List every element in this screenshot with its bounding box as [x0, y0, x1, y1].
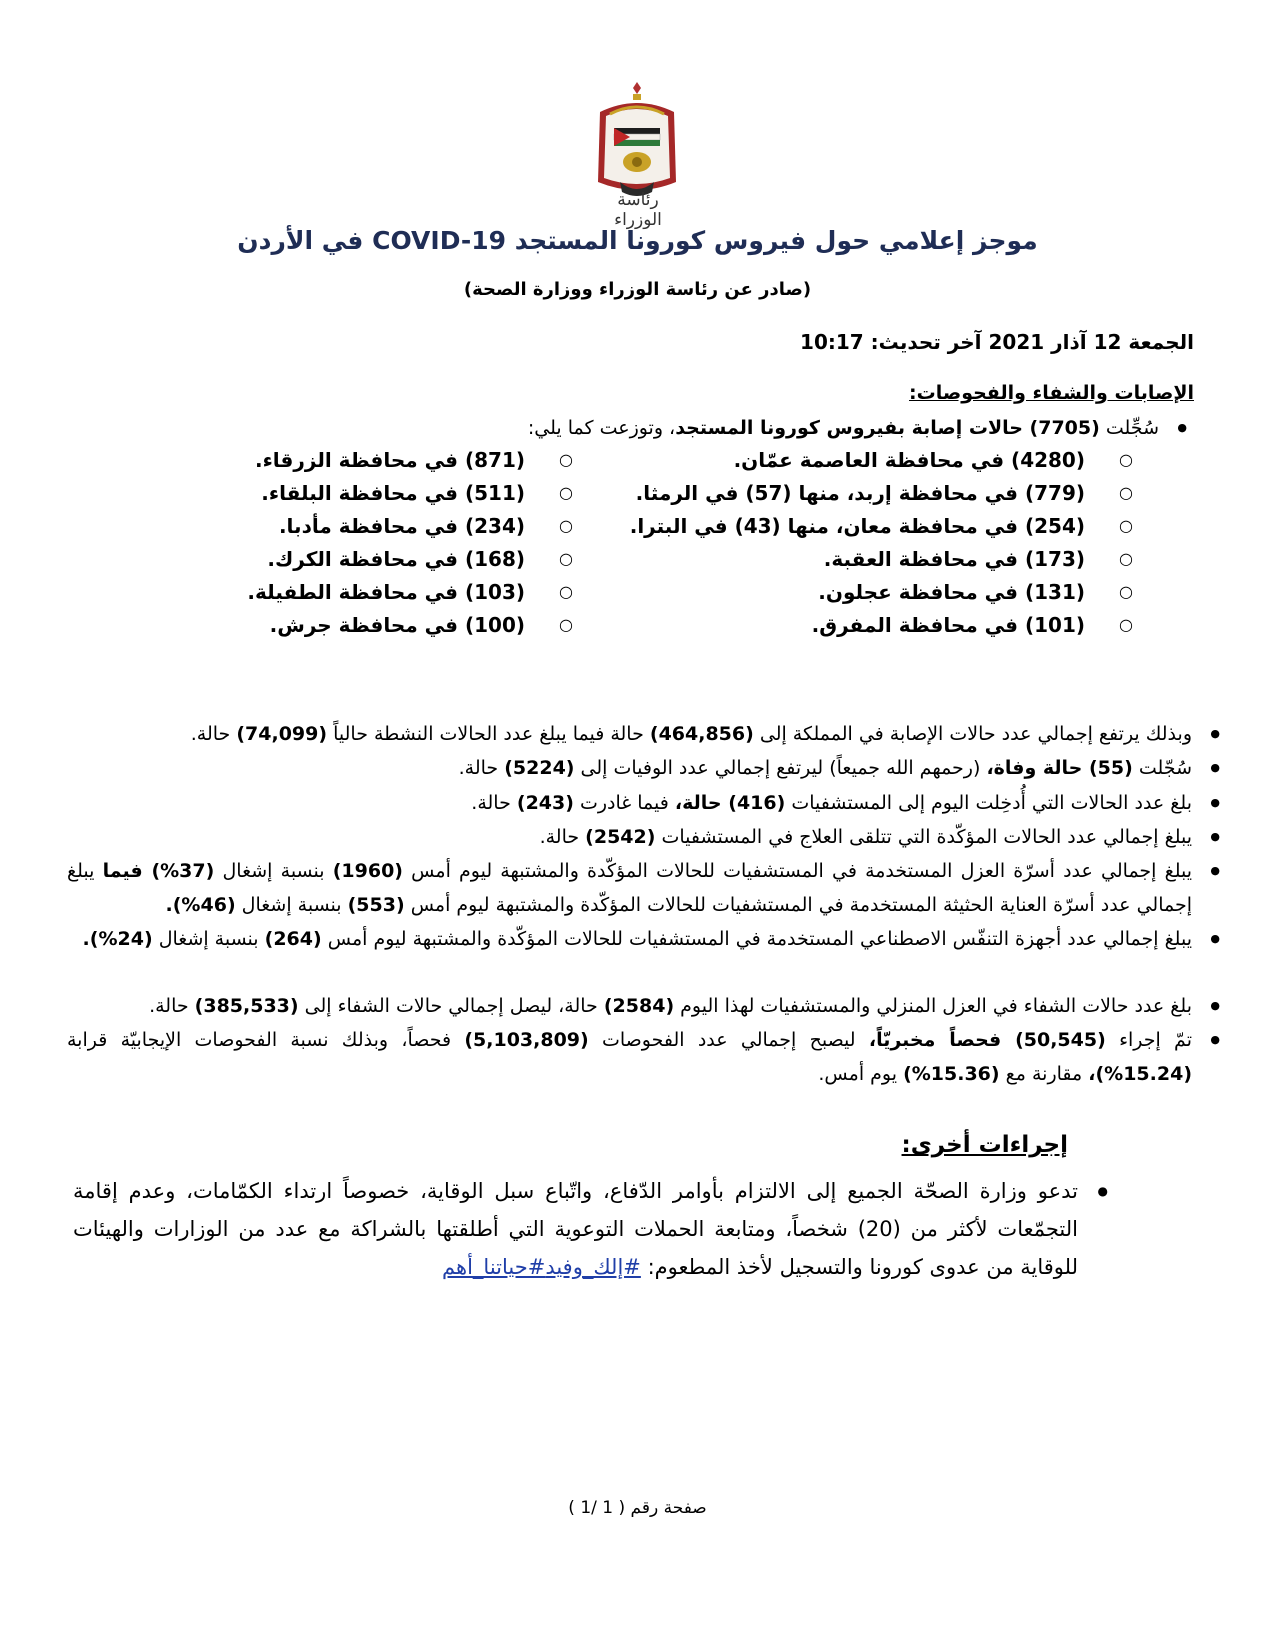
- governorate-item: ○ (100) في محافظة جرش.: [270, 610, 525, 640]
- page-number: صفحة رقم ( 1 /1 ): [568, 1498, 707, 1518]
- bullet-ventilators: ● يبلغ إجمالي عدد أجهزة التنفّس الاصطناعي المستخدمة في المستشفيات للحالات المؤكّدة والمشتبهة ليوم أمس (264) بنسبة إشغال (24%).: [67, 922, 1192, 956]
- emblem-caption: رئاسة الوزراء: [614, 190, 662, 230]
- governorate-item: ○ (131) في محافظة عجلون.: [818, 577, 1085, 607]
- governorate-item: ○ (4280) في محافظة العاصمة عمّان.: [734, 445, 1085, 475]
- date-line: الجمعة 12 آذار 2021 آخر تحديث: 10:17: [800, 330, 1194, 354]
- section-heading-cases: الإصابات والشفاء والفحوصات:: [909, 382, 1194, 404]
- hashtag-link[interactable]: #حياتنا_أهم: [442, 1255, 546, 1279]
- bullet-hospitalized: ● يبلغ إجمالي عدد الحالات المؤكّدة التي تتلقى العلاج في المستشفيات (2542) حالة.: [67, 820, 1192, 854]
- governorate-item: ○ (173) في محافظة العقبة.: [824, 544, 1085, 574]
- document-title: موجز إعلامي حول فيروس كورونا المستجد COVID-19 في الأردن: [237, 226, 1038, 255]
- governorate-item: ○ (254) في محافظة معان، منها (43) في البترا.: [630, 511, 1085, 541]
- intro-prefix: سُجِّلت: [1105, 417, 1159, 439]
- hashtag-link[interactable]: #إلك_وفيد: [545, 1255, 641, 1279]
- intro-suffix: ، وتوزعت كما يلي:: [527, 417, 676, 439]
- bullet-admissions: ● بلغ عدد الحالات التي أُدخِلت اليوم إلى المستشفيات (416) حالة، فيما غادرت (243) حالة.: [67, 786, 1192, 820]
- document-subtitle: (صادر عن رئاسة الوزراء ووزارة الصحة): [463, 279, 812, 300]
- bullet-intro: [259, 411, 1159, 445]
- intro-bold: (7705) حالات إصابة بفيروس كورونا المستجد: [675, 417, 1100, 439]
- governorate-item: ○ (168) في محافظة الكرك.: [267, 544, 525, 574]
- governorate-item: ○ (234) في محافظة مأدبا.: [279, 511, 525, 541]
- bullet-recoveries: ● بلغ عدد حالات الشفاء في العزل المنزلي والمستشفيات لهذا اليوم (2584) حالة، ليصل إجمالي حالات الشفاء إلى (385,533) حالة.: [67, 989, 1192, 1023]
- section-heading-other: إجراءات أخرى:: [901, 1132, 1068, 1158]
- bullet-total-cases: ● وبذلك يرتفع إجمالي عدد حالات الإصابة في المملكة إلى (464,856) حالة فيما يبلغ عدد الحالات النشطة حالياً (74,099) حالة.: [67, 717, 1192, 751]
- governorate-item: ○ (871) في محافظة الزرقاء.: [255, 445, 525, 475]
- governorate-item: ○ (779) في محافظة إربد، منها (57) في الرمثا.: [636, 478, 1085, 508]
- governorate-item: ○ (101) في محافظة المفرق.: [812, 610, 1085, 640]
- bullet-tests: ● تمّ إجراء (50,545) فحصاً مخبريّاً، ليصبح إجمالي عدد الفحوصات (5,103,809) فحصاً، وبذلك نسبة الفحوصات الإيجابيّة قرابة (15.24%)، مقارنة مع (15.36%) يوم أمس.: [67, 1023, 1192, 1091]
- governorate-item: ○ (103) في محافظة الطفيلة.: [247, 577, 525, 607]
- bullet-beds: ● يبلغ إجمالي عدد أسرّة العزل المستخدمة في المستشفيات للحالات المؤكّدة والمشتبهة ليوم أمس (1960) بنسبة إشغال (37%) فيما يبلغ إجمالي عدد أسرّة العناية الحثيثة المستخدمة في المستشفيات للحالات المؤكّدة والمشتبهة ليوم أمس (553) بنسبة إشغال (46%).: [67, 854, 1192, 922]
- governorate-item: ○ (511) في محافظة البلقاء.: [261, 478, 525, 508]
- bullet-deaths: ● سُجّلت (55) حالة وفاة، (رحمهم الله جميعاً) ليرتفع إجمالي عدد الوفيات إلى (5224) حالة.: [67, 751, 1192, 785]
- other-measures-text: ● تدعو وزارة الصحّة الجميع إلى الالتزام بأوامر الدّفاع، واتّباع سبل الوقاية، خصوصاً ارتداء الكمّامات، وعدم إقامة التجمّعات لأكثر من (20) شخصاً، ومتابعة الحملات التوعوية التي أطلقتها بالشراكة مع عدد من الوزارات والهيئات للوقاية من عدوى كورونا والتسجيل لأخذ المطعوم: #إلك_وفيد#حياتنا_أهم: [73, 1172, 1078, 1286]
